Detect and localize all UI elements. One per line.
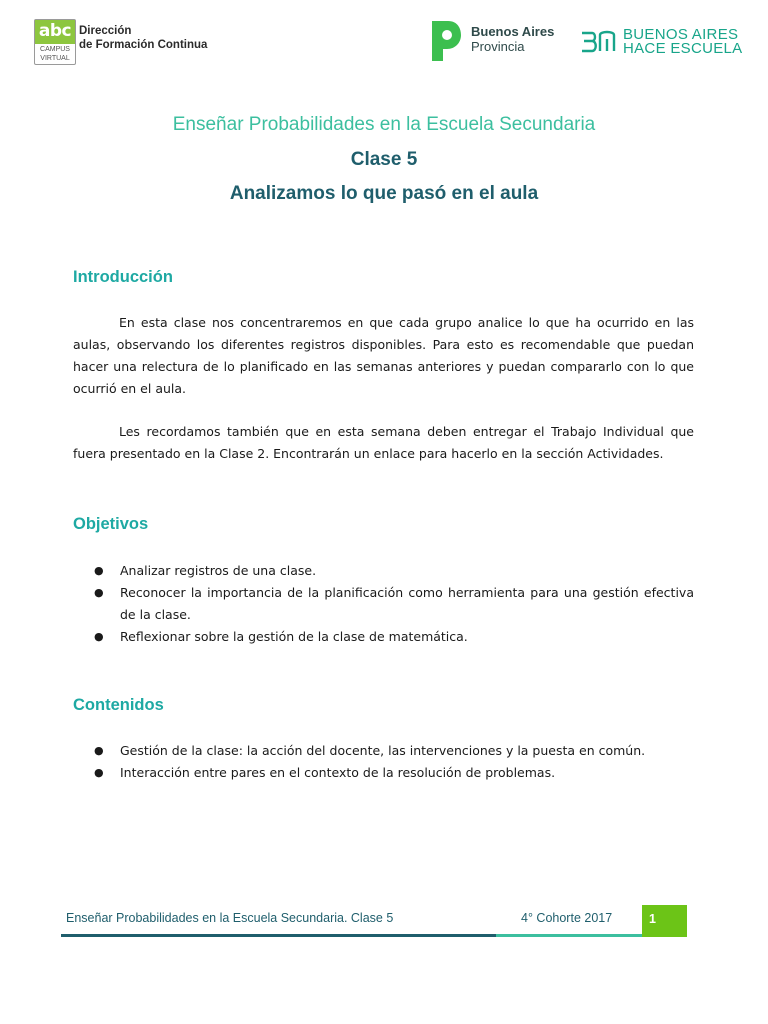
footer-doc-title: Enseñar Probabilidades en la Escuela Secundaria. Clase 5 [66,911,394,925]
page-number-badge [642,905,687,937]
direccion-formacion-label [79,24,207,52]
objectives-heading: Objetivos [73,515,149,533]
intro-paragraph-1 [73,312,694,400]
direccion-line1: Dirección [79,25,132,37]
objectives-list [94,560,694,648]
course-title: Enseñar Probabilidades en la Escuela Secundaria [172,114,596,135]
abc-logo-line1: CAMPUS [40,46,70,53]
list-item [94,740,694,762]
direccion-line2: de Formación Continua [79,39,208,51]
content-text: Gestión de la clase: la acción del docente, las intervenciones y la puesta en común. [120,743,646,758]
intro-paragraph-2 [73,421,694,465]
content-text: Interacción entre pares en el contexto de la resolución de problemas. [120,765,556,780]
ba-provincia-line1: Buenos Aires [471,24,555,39]
class-title: Clase 5 [350,149,418,170]
abc-campus-virtual-logo [34,19,76,65]
class-subtitle: Analizamos lo que pasó en el aula [229,183,539,204]
bullet-icon: ● [94,586,104,599]
footer-divider-light [496,934,642,937]
list-item [94,560,694,582]
bullet-icon: ● [94,766,104,779]
bullet-icon: ● [94,564,104,577]
ba-hace-escuela-logo-icon [580,30,618,54]
footer-cohort: 4° Cohorte 2017 [521,911,613,925]
bullet-icon: ● [94,630,104,643]
intro-heading: Introducción [73,268,173,286]
abc-logo-text: abc [35,20,75,44]
intro-paragraph-1-text: En esta clase nos concentraremos en que cada grupo analice lo que ha ocurrido en las aulas, observando los diferentes registros disponibles. Para esto es recomendable que puedan hacer una relectura de lo planificado en las semanas anteriores y puedan compararlo con lo que ocurrió en el aula. [73,315,694,396]
intro-paragraph-2-text: Les recordamos también que en esta semana deben entregar el Trabajo Individual que fuera presentado en la Clase 2. Encontrarán un enlace para hacerlo en la sección Actividades. [73,424,694,461]
ba-hace-escuela-label [623,28,742,56]
buenos-aires-provincia-logo-icon [428,19,462,63]
objective-text: Reconocer la importancia de la planificación como herramienta para una gestión efectiva de la clase. [120,585,694,622]
bahe-line2: HACE ESCUELA [623,40,743,57]
page-number: 1 [649,912,656,926]
objective-text: Analizar registros de una clase. [120,563,317,578]
buenos-aires-provincia-label [471,24,554,54]
bullet-icon: ● [94,744,104,757]
footer-divider-dark [61,934,496,937]
contents-heading: Contenidos [73,696,164,714]
list-item [94,582,694,626]
contents-list [94,740,694,784]
abc-logo-line2: VIRTUAL [40,55,70,62]
ba-provincia-line2: Provincia [471,39,525,54]
list-item [94,626,694,648]
objective-text: Reflexionar sobre la gestión de la clase de matemática. [120,629,468,644]
bahe-line1: BUENOS AIRES [623,26,739,43]
list-item [94,762,694,784]
